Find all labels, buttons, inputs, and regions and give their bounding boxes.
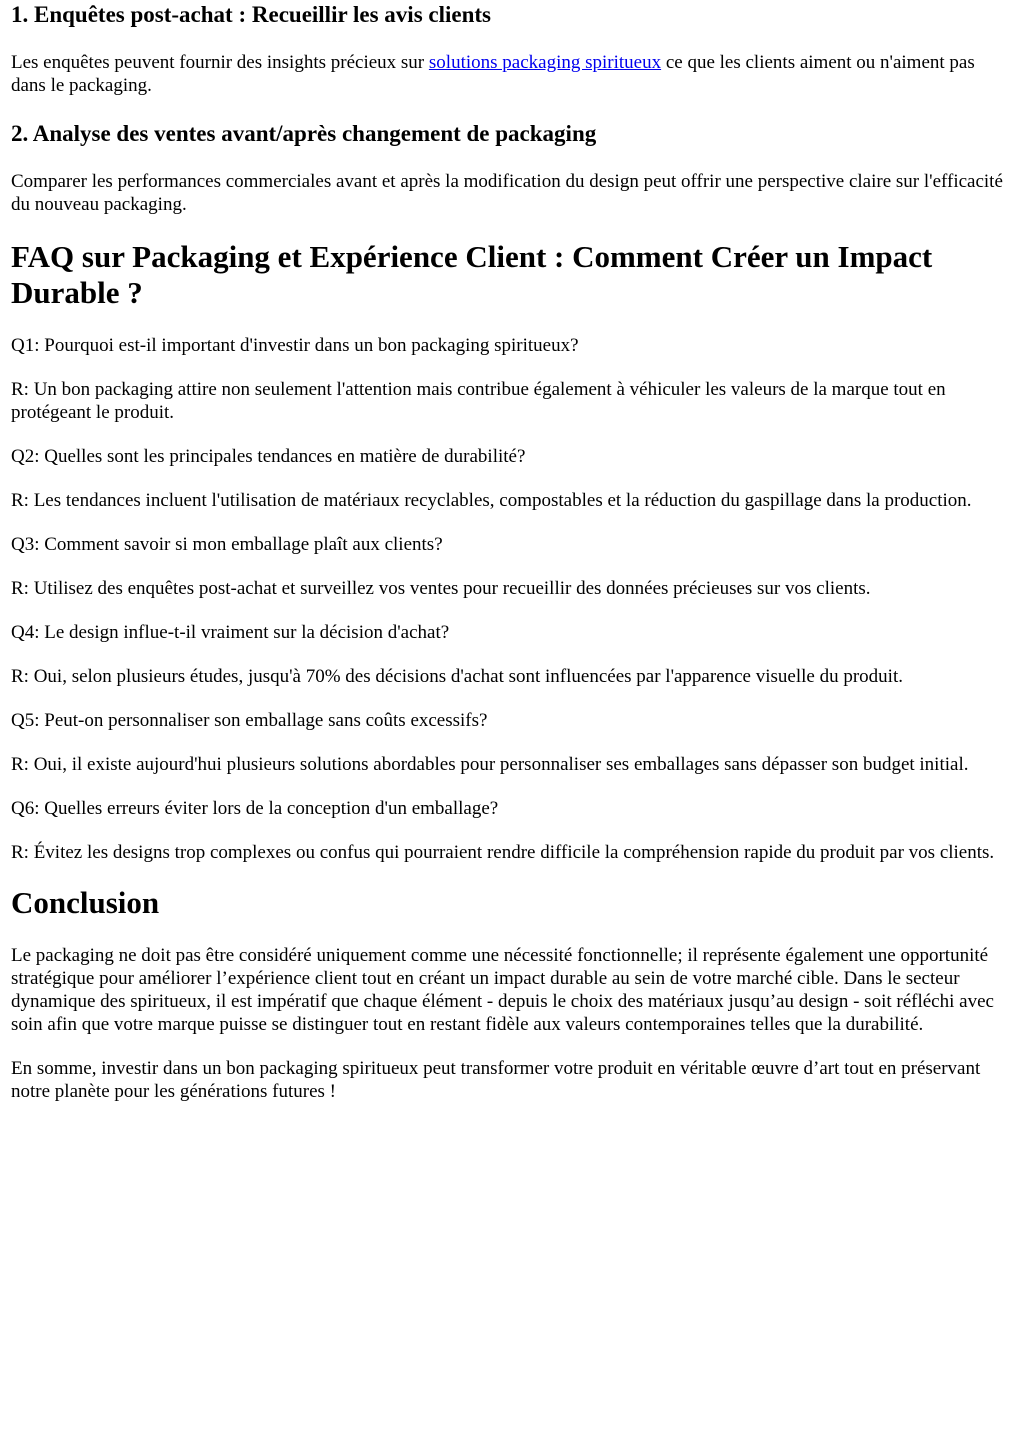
faq-question: Q3: Comment savoir si mon emballage plaît aux clients? <box>11 534 443 555</box>
faq-question: Q6: Quelles erreurs éviter lors de la conception d'un emballage? <box>11 798 499 819</box>
faq-list <box>11 334 1013 864</box>
faq-item-1 <box>11 334 1013 424</box>
conclusion-heading: Conclusion <box>11 885 160 920</box>
faq-item-4 <box>11 621 1013 688</box>
conclusion-paragraph-2: En somme, investir dans un bon packaging spiritueux peut transformer votre produit en véritable œuvre d’art tout en préservant notre planète pour les générations futures ! <box>11 1058 981 1102</box>
faq-answer: R: Utilisez des enquêtes post-achat et surveillez vos ventes pour recueillir des données précieuses sur vos clients. <box>11 578 871 599</box>
paragraph-analyse: Comparer les performances commerciales avant et après la modification du design peut offrir une perspective claire sur l'efficacité du nouveau packaging. <box>11 171 1003 215</box>
section-heading-analyse: 2. Analyse des ventes avant/après changement de packaging <box>11 121 597 146</box>
faq-item-2 <box>11 445 1013 512</box>
faq-item-6 <box>11 797 1013 864</box>
enquetes-text-before: Les enquêtes peuvent fournir des insights précieux sur <box>11 52 429 73</box>
faq-question: Q2: Quelles sont les principales tendances en matière de durabilité? <box>11 446 526 467</box>
faq-answer: R: Les tendances incluent l'utilisation de matériaux recyclables, compostables et la réduction du gaspillage dans la production. <box>11 490 972 511</box>
enquetes-text-after: ce que les clients aiment ou n'aiment pas dans le packaging. <box>11 52 975 96</box>
faq-heading: FAQ sur Packaging et Expérience Client : Comment Créer un Impact Durable ? <box>11 239 933 310</box>
faq-question: Q4: Le design influe-t-il vraiment sur la décision d'achat? <box>11 622 450 643</box>
faq-item-3 <box>11 533 1013 600</box>
paragraph-enquetes <box>11 51 1013 97</box>
faq-item-5 <box>11 709 1013 776</box>
faq-answer: R: Oui, selon plusieurs études, jusqu'à 70% des décisions d'achat sont influencées par l'apparence visuelle du produit. <box>11 666 903 687</box>
faq-question: Q5: Peut-on personnaliser son emballage sans coûts excessifs? <box>11 710 488 731</box>
link-solutions-packaging-spiritueux[interactable]: solutions packaging spiritueux <box>428 52 662 73</box>
faq-question: Q1: Pourquoi est-il important d'investir dans un bon packaging spiritueux? <box>11 335 579 356</box>
conclusion-paragraph-1: Le packaging ne doit pas être considéré uniquement comme une nécessité fonctionnelle; il représente également une opportunité stratégique pour améliorer l’expérience client tout en créant un impact durable au sein de votre marché cible. Dans le secteur dynamique des spiritueux, il est impératif que chaque élément - depuis le choix des matériaux jusqu’au design - soit réfléchi avec soin afin que votre marque puisse se distinguer tout en restant fidèle aux valeurs contemporaines telles que la durabilité. <box>11 945 994 1035</box>
section-heading-enquetes: 1. Enquêtes post-achat : Recueillir les avis clients <box>11 2 491 27</box>
faq-answer: R: Oui, il existe aujourd'hui plusieurs solutions abordables pour personnaliser ses emballages sans dépasser son budget initial. <box>11 754 969 775</box>
faq-answer: R: Évitez les designs trop complexes ou confus qui pourraient rendre difficile la compréhension rapide du produit par vos clients. <box>11 842 995 863</box>
faq-answer: R: Un bon packaging attire non seulement l'attention mais contribue également à véhiculer les valeurs de la marque tout en protégeant le produit. <box>11 379 946 423</box>
